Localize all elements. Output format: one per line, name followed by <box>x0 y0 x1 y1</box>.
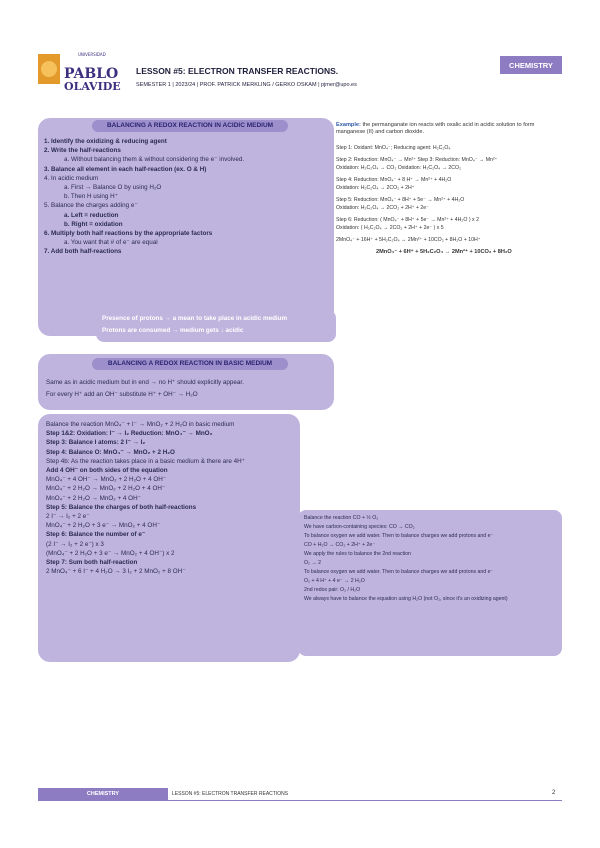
basic-section-title: BALANCING A REDOX REACTION IN BASIC MEDIUM <box>92 358 288 370</box>
acid-substep: a. Left = reduction <box>64 211 119 219</box>
example-line: Step 4: Reduction: MnO₄⁻ + 8 H⁺ → Mn²⁺ + 4H₂O <box>336 177 452 183</box>
basic-example-line: Step 3: Balance I atoms: 2 I⁻ → I₂ <box>46 439 146 447</box>
example-line: Step 2: Reduction: MnO₄⁻ → Mn²⁺ Step 3: Reduction: MnO₄⁻ → Mn²⁺ <box>336 157 498 163</box>
acid-substep: a. You want that # of e⁻ are equal <box>64 239 158 247</box>
svg-text:PABLO: PABLO <box>64 66 119 82</box>
example-line: Oxidation: H₂C₂O₄ → 2CO₂ + 2H⁺ + 2e⁻ <box>336 205 429 211</box>
example-line: Oxidation: H₂C₂O₄ → 2CO₂ + 2H⁺ <box>336 185 415 191</box>
acid-step: 4. In acidic medium <box>44 174 99 182</box>
acid-substep: a. Without balancing them & without considering the e⁻ involved. <box>64 156 245 164</box>
basic-example-line: Step 4b: As the reaction takes place in a basic medium & there are 4H⁺ <box>46 457 245 465</box>
course-subtitle: SEMESTER 1 | 2023/24 | PROF. PATRICK MERKLING / GERKO OSKAM | pjmer@upo.es <box>136 82 357 88</box>
university-logo <box>38 48 133 94</box>
page-number: 2 <box>552 790 556 796</box>
acid-steps-list <box>44 137 244 257</box>
basic-example-line: Add 4 OH⁻ on both sides of the equation <box>46 467 168 475</box>
example-label: Example: <box>336 122 361 128</box>
basic-example-line: Step 5: Balance the charges of both half-reactions <box>46 503 197 511</box>
example-intro: the permanganate ion reacts with oxalic acid in acidic solution to form manganese (II) and carbon dioxide. <box>336 122 535 135</box>
basic-example-line: Step 1&2: Oxidation: I⁻ → I₂ Reduction: MnO₄⁻ → MnO₂ <box>46 430 213 438</box>
acid-step: 1. Identify the oxidizing & reducing agent <box>44 138 167 145</box>
basic-example-line: Balance the reaction MnO₄⁻ + I⁻ → MnO₂ + 2 H₂O in basic medium <box>46 421 235 428</box>
acid-note-protons: Presence of protons → a mean to take place in acidic medium <box>102 315 288 322</box>
acid-substep: a. First → Balance O by using H₂O <box>64 184 162 192</box>
acid-substep: b. Then H using H⁺ <box>64 193 118 201</box>
example-line: 2MnO₄⁻ + 16H⁺ + 5H₂C₂O₄ → 2Mn²⁺ + 10CO₂ + 8H₂O + 10H⁺ <box>336 237 481 243</box>
svg-text:UNIVERSIDAD: UNIVERSIDAD <box>78 52 106 57</box>
example-line: Oxidation: ( H₂C₂O₄ → 2CO₂ + 2H⁺ + 2e⁻ ) x 5 <box>336 225 444 231</box>
svg-text:OLAVIDE: OLAVIDE <box>64 80 121 93</box>
acid-step: 2. Write the half-reactions <box>44 147 121 155</box>
basic-example-line: (MnO₄⁻ + 2 H₂O + 3 e⁻ → MnO₂ + 4 OH⁻) x 2 <box>46 549 175 557</box>
example-line: Step 6: Reduction: ( MnO₄⁻ + 8H⁺ + 5e⁻ → Mn²⁺ + 4H₂O ) x 2 <box>336 217 479 223</box>
lesson-title: LESSON #5: ELECTRON TRANSFER REACTIONS. <box>136 66 339 76</box>
acid-step: 5. Balance the charges adding e⁻ <box>44 202 138 210</box>
footer-subject-tag: CHEMISTRY <box>38 788 168 800</box>
basic-example-line: Step 4: Balance O: MnO₄⁻ → MnO₂ + 2 H₂O <box>46 448 175 456</box>
acid-step: 3. Balance all element in each half-reaction (ex. O & H) <box>44 165 207 173</box>
co-example-line: We always have to balance the equation using H₂O (not O₂, since it's an oxidizing agent) <box>304 596 508 602</box>
basic-example-line: MnO₄⁻ + 2 H₂O → MnO₂ + 2 H₂O + 4 OH⁻ <box>46 485 166 493</box>
co-example-line: We have carbon-containing species: CO → CO₂ <box>304 524 415 530</box>
basic-example-line: MnO₄⁻ + 4 OH⁻ → MnO₂ + 2 H₂O + 4 OH⁻ <box>46 476 167 484</box>
co-example-line: 2nd redox pair: O₂ / H₂O <box>304 587 361 593</box>
basic-example-line: Step 6: Balance the number of e⁻ <box>46 531 146 539</box>
acid-example-box <box>336 122 558 336</box>
co-example-line: O₂ → 2 <box>304 560 322 566</box>
subject-tag: CHEMISTRY <box>500 56 562 74</box>
acid-substep: b. Right = oxidation <box>64 220 123 228</box>
co-example-line: Balance the reaction CO + ½ O₂ <box>304 515 379 521</box>
example-line: Oxidation: H₂C₂O₄ → CO₂ Oxidation: H₂C₂O₄ → 2CO₂ <box>336 165 461 171</box>
basic-example-lines <box>46 420 245 576</box>
basic-line-1: Same as in acidic medium but in end → no H⁺ should explicitly appear. <box>46 379 244 386</box>
co-example-line: We apply the rules to balance the 2nd reaction <box>304 551 411 557</box>
co-example-line: O₂ + 4 H⁺ + 4 e⁻ → 2 H₂O <box>304 578 365 584</box>
example-line: Step 1: Oxidant: MnO₄⁻; Reducing agent: H₂C₂O₄ <box>336 145 451 151</box>
acid-step: 6. Multiply both half reactions by the appropriate factors <box>44 230 213 238</box>
co-example-lines <box>304 514 508 604</box>
basic-line-2: For every H⁺ add an OH⁻ substitute H⁺ + OH⁻ → H₂O <box>46 391 198 398</box>
co-example-line: To balance oxygen we add water. Then to balance charges we add protons and e⁻ <box>304 569 494 575</box>
example-result: 2MnO₄⁻ + 6H⁺ + 5H₂C₂O₄ → 2Mn²⁺ + 10CO₂ + 8H₂O <box>376 249 512 255</box>
acid-step: 7. Add both half-reactions <box>44 248 122 256</box>
acid-section-title: BALANCING A REDOX REACTION IN ACIDIC MEDIUM <box>92 120 288 132</box>
basic-example-line: MnO₄⁻ + 2 H₂O → MnO₂ + 4 OH⁻ <box>46 494 141 502</box>
co-example-line: CO + H₂O → CO₂ + 2H⁺ + 2e⁻ <box>304 542 376 548</box>
co-example-line: To balance oxygen we add water. Then to balance charges we add protons and e⁻ <box>304 533 494 539</box>
basic-example-line: 2 MnO₄⁻ + 6 I⁻ + 4 H₂O → 3 I₂ + 2 MnO₂ + 8 OH⁻ <box>46 568 186 576</box>
basic-example-line: Step 7: Sum both half-reaction <box>46 559 138 567</box>
basic-example-line: MnO₄⁻ + 2 H₂O + 3 e⁻ → MnO₂ + 4 OH⁻ <box>46 522 161 530</box>
acid-note-consumed: Protons are consumed → medium gets ↓ acidic <box>102 327 244 334</box>
example-line: Step 5: Reduction: MnO₄⁻ + 8H⁺ + 5e⁻ → Mn²⁺ + 4H₂O <box>336 197 465 203</box>
footer-divider <box>38 800 562 801</box>
footer-lesson-title: LESSON #5: ELECTRON TRANSFER REACTIONS <box>172 791 289 797</box>
basic-example-line: 2 I⁻ → I₂ + 2 e⁻ <box>46 513 90 521</box>
basic-example-line: (2 I⁻ → I₂ + 2 e⁻) x 3 <box>46 540 104 548</box>
